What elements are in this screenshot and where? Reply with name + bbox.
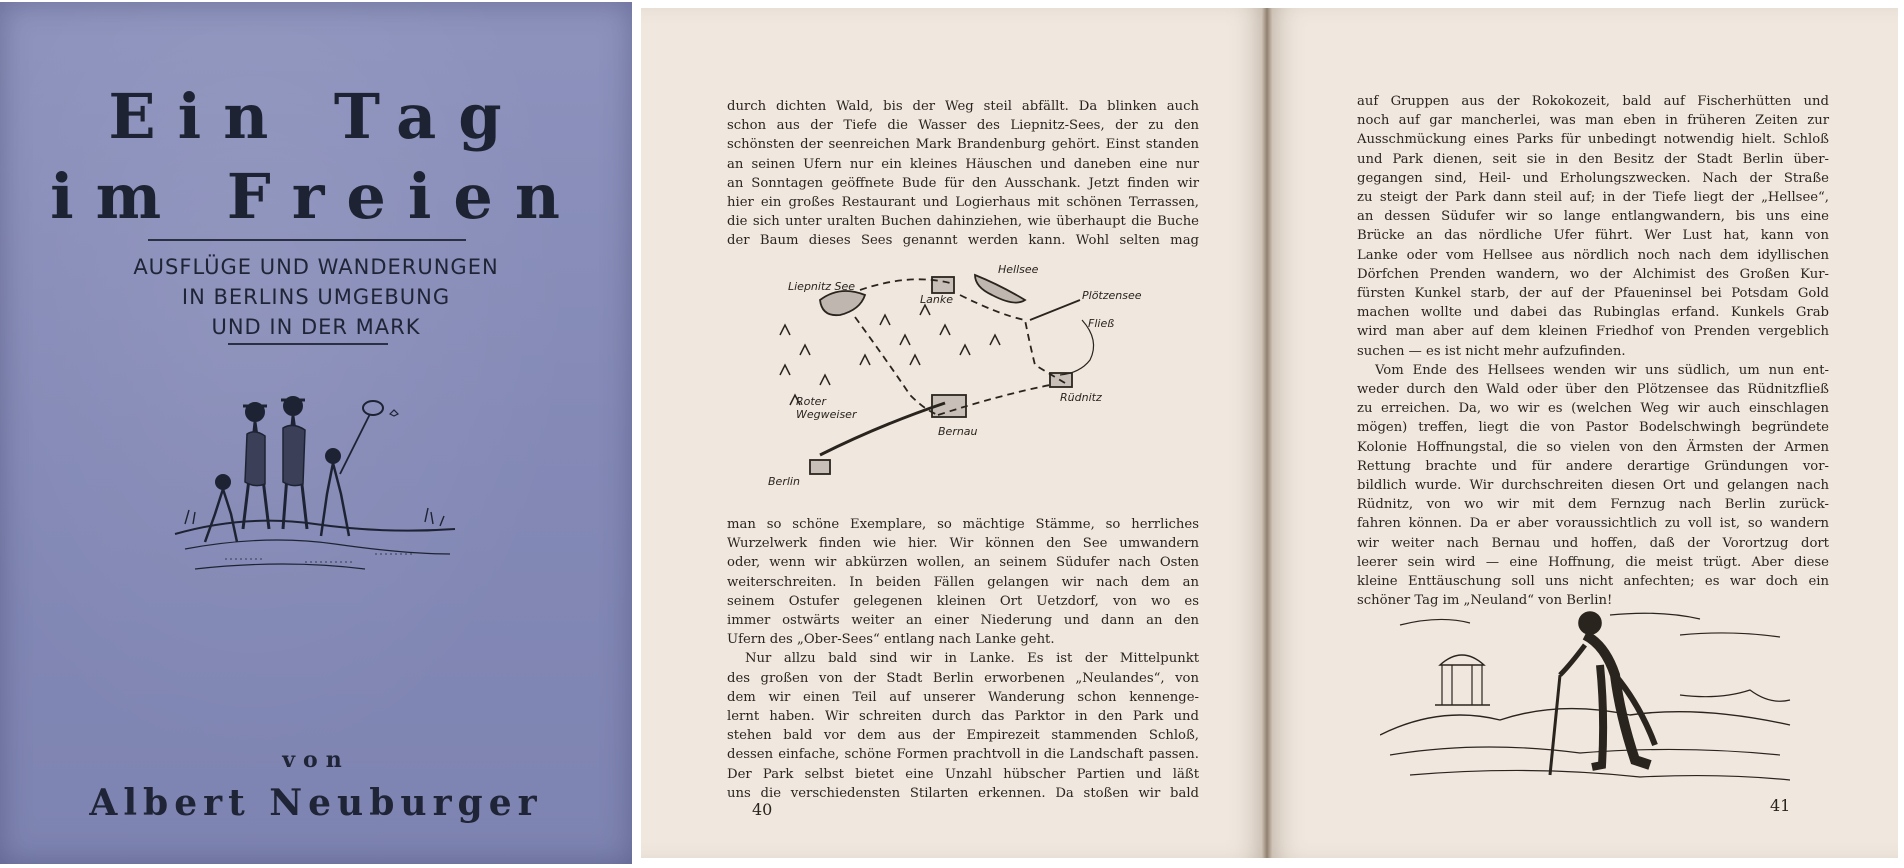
cover-von: von bbox=[282, 747, 350, 773]
text-line: man so schöne Exemplare, so mächtige Stämme, so herrliches bbox=[727, 517, 1199, 532]
text-line: noch auf gar mancherlei, was man eben in früheren Zeiten zur bbox=[1357, 113, 1829, 129]
text-line: Rüdnitz, von wo wir mit dem Fernzug nach Berlin zurück- bbox=[1357, 497, 1829, 513]
text-line: des großen von der Stadt Berlin erworbenen „Neulandes“, von bbox=[727, 670, 1199, 686]
cover-rule-bottom bbox=[228, 343, 388, 345]
text-line: Ufern des „Ober-Sees“ entlang nach Lanke geht. bbox=[727, 632, 1055, 648]
map-label-berlin: Berlin bbox=[768, 475, 800, 488]
text-line: gegangen sind, Heil- und Erholungszwecken. Nach der Straße bbox=[1357, 170, 1829, 186]
cover-subtitle-line1: AUSFLÜGE UND WANDERUNGEN bbox=[133, 255, 499, 279]
text-line: wir weiter nach Bernau und hoffen, daß der Vorortzug dort bbox=[1357, 535, 1829, 551]
text-line: Lanke oder vom Hellsee aus nördlich noch nach dem idyllischen bbox=[1357, 247, 1829, 263]
text-line: leerer sein wird — eine Hoffnung, die meist trügt. Aber diese bbox=[1357, 554, 1829, 570]
cover-title-line2: im Freien bbox=[50, 160, 582, 233]
liepnitz-see-shape bbox=[820, 291, 865, 315]
text-line: und Park dienen, seit sie in den Besitz der Stadt Berlin über- bbox=[1357, 151, 1829, 167]
cover-rule-top bbox=[148, 239, 466, 241]
text-line: weiterschreiten. In beiden Fällen gelangen wir nach dem an bbox=[727, 574, 1199, 590]
text-line: seinem Ostufer gelegenen kleinen Ort Uetzdorf, von wo es bbox=[727, 593, 1199, 609]
map-label-wegweiser: Wegweiser bbox=[796, 408, 857, 421]
text-line: an Sonntagen geöffnete Bude für den Ausschank. Jetzt finden wir bbox=[727, 175, 1199, 191]
text-line: Wurzelwerk finden wie hier. Wir können den See umwandern bbox=[727, 536, 1199, 552]
left-page-para2 bbox=[727, 515, 1199, 803]
text-line: hier ein großes Restaurant und Logierhaus mit schönen Terrassen, bbox=[727, 195, 1199, 211]
cover-title-line1: Ein Tag bbox=[108, 80, 524, 153]
route-map bbox=[760, 255, 1180, 500]
text-line: Brücke an das nördliche Ufer führt. Wer Lust hat, kann von bbox=[1357, 228, 1829, 244]
lanke-town bbox=[932, 277, 954, 293]
text-line: mögen) treffen, liegt die von Pastor Bodelschwingh begründete bbox=[1357, 420, 1829, 436]
text-line: machen wollte und dabei das Rubinglas erfand. Kunkels Grab bbox=[1357, 305, 1829, 321]
text-line: schon aus der Tiefe die Wasser des Liepnitz-Sees, der zu den bbox=[727, 118, 1199, 134]
tree-symbols bbox=[780, 305, 1000, 405]
text-line: bildlich wurde. Wir durchschreiten diesen Ort und gelangen nach bbox=[1357, 478, 1829, 494]
text-line: immer ostwärts weiter an einer Niederung und dann an den bbox=[727, 613, 1199, 629]
text-line: Der Park selbst bietet eine Unzahl hübscher Partien und läßt bbox=[727, 766, 1199, 782]
text-line: lernt haben. Wir schreiten durch das Parktor in den Park und bbox=[727, 709, 1199, 725]
page-number-right: 41 bbox=[1770, 796, 1791, 815]
hellsee-shape bbox=[975, 275, 1025, 303]
text-line: der Baum dieses Sees genannt werden kann. Wohl selten mag bbox=[727, 233, 1199, 249]
right-page-text bbox=[1357, 92, 1829, 610]
text-line: kleine Enttäuschung soll uns nicht anfechten; es war doch ein bbox=[1357, 574, 1829, 590]
old-man-illustration bbox=[1380, 605, 1800, 790]
text-line: durch dichten Wald, bis der Weg steil abfällt. Da blinken auch bbox=[727, 99, 1199, 114]
cover-subtitle bbox=[0, 252, 632, 342]
ploetzensee-arrow bbox=[1030, 300, 1080, 320]
map-label-hellsee: Hellsee bbox=[998, 263, 1039, 276]
bernau-town bbox=[932, 395, 966, 417]
text-line: Vom Ende des Hellsees wenden wir uns südlich, um nun ent- bbox=[1375, 362, 1829, 378]
text-line: Kolonie Hoffnungstal, die so vielen von den Ärmsten der Armen bbox=[1357, 439, 1829, 455]
text-line: zu erreichen. Da, wo wir es (welchen Weg wir auch einschlagen bbox=[1357, 401, 1829, 417]
left-page-para1 bbox=[727, 97, 1199, 251]
text-line: suchen — es ist nicht mehr aufzufinden. bbox=[1357, 343, 1626, 359]
text-line: Rettung brachte und für andere derartige Gründungen vor- bbox=[1357, 458, 1829, 474]
text-line: stehen bald vor dem aus der Empirezeit stammenden Schloß, bbox=[727, 728, 1199, 744]
text-line: schönsten der seenreichen Mark Brandenburg gehört. Einst standen bbox=[727, 137, 1199, 153]
text-line: weder durch den Wald oder über den Plötzensee das Rüdnitzfließ bbox=[1357, 382, 1829, 398]
text-line: Ausschmückung eines Parks für unbedingt notwendig hielt. Schloß bbox=[1357, 132, 1829, 148]
text-line: die sich unter uralten Buchen dahinziehen, wie überhaupt die Buche bbox=[727, 214, 1199, 230]
cover-author: Albert Neuburger bbox=[89, 782, 543, 824]
text-line: fahren können. Da er aber voraussichtlich zu voll ist, so wandern bbox=[1357, 516, 1829, 532]
map-label-roter: Roter bbox=[796, 395, 826, 408]
text-line: uns die verschiedensten Stilarten erkennen. Da stoßen wir bald bbox=[727, 785, 1199, 801]
cover-subtitle-line2: IN BERLINS UMGEBUNG bbox=[181, 285, 451, 309]
cover-subtitle-line3: UND IN DER MARK bbox=[211, 315, 421, 339]
page-number-left: 40 bbox=[752, 800, 773, 819]
text-line: auf Gruppen aus der Rokokozeit, bald auf Fischerhütten und bbox=[1357, 94, 1829, 109]
map-label-ruednitz: Rüdnitz bbox=[1060, 391, 1102, 404]
text-line: oder, wenn wir abkürzen wollen, an seinem Südufer nach Osten bbox=[727, 555, 1199, 571]
text-line: schöner Tag im „Neuland“ von Berlin! bbox=[1357, 593, 1613, 609]
map-label-lanke: Lanke bbox=[920, 293, 953, 306]
text-line: wird man aber auf dem kleinen Friedhof von Prenden vergeblich bbox=[1357, 324, 1829, 340]
text-line: Dörfchen Prenden wandern, wo der Alchimist des Großen Kur- bbox=[1357, 266, 1829, 282]
map-label-bernau: Bernau bbox=[938, 425, 978, 438]
book-cover bbox=[0, 2, 632, 864]
map-label-fliess: Fließ bbox=[1088, 317, 1115, 330]
text-line: an dessen Südufer wir so lange entlangwandern, bis uns eine bbox=[1357, 209, 1829, 225]
cover-illustration-hikers bbox=[165, 384, 465, 604]
book-gutter bbox=[1262, 8, 1272, 858]
berlin-town bbox=[810, 460, 830, 474]
text-line: zu steigt der Park dann steil auf; in der Tiefe liegt der „Hellsee“, bbox=[1357, 190, 1829, 206]
text-line: fürsten Kunkel starb, der auf der Pfaueninsel bei Potsdam Gold bbox=[1357, 286, 1829, 302]
text-line: dem wir einen Teil auf unserer Wanderung schon kennenge- bbox=[727, 689, 1199, 705]
text-line: an seinen Ufern nur ein kleines Häuschen und daneben eine nur bbox=[727, 156, 1199, 172]
text-line: dessen einfache, schöne Formen prachtvoll in die Landschaft passen. bbox=[727, 747, 1199, 763]
map-label-liepnitz: Liepnitz See bbox=[788, 280, 856, 293]
text-line: Nur allzu bald sind wir in Lanke. Es ist der Mittelpunkt bbox=[745, 651, 1199, 667]
map-label-ploetzensee: Plötzensee bbox=[1082, 289, 1142, 302]
